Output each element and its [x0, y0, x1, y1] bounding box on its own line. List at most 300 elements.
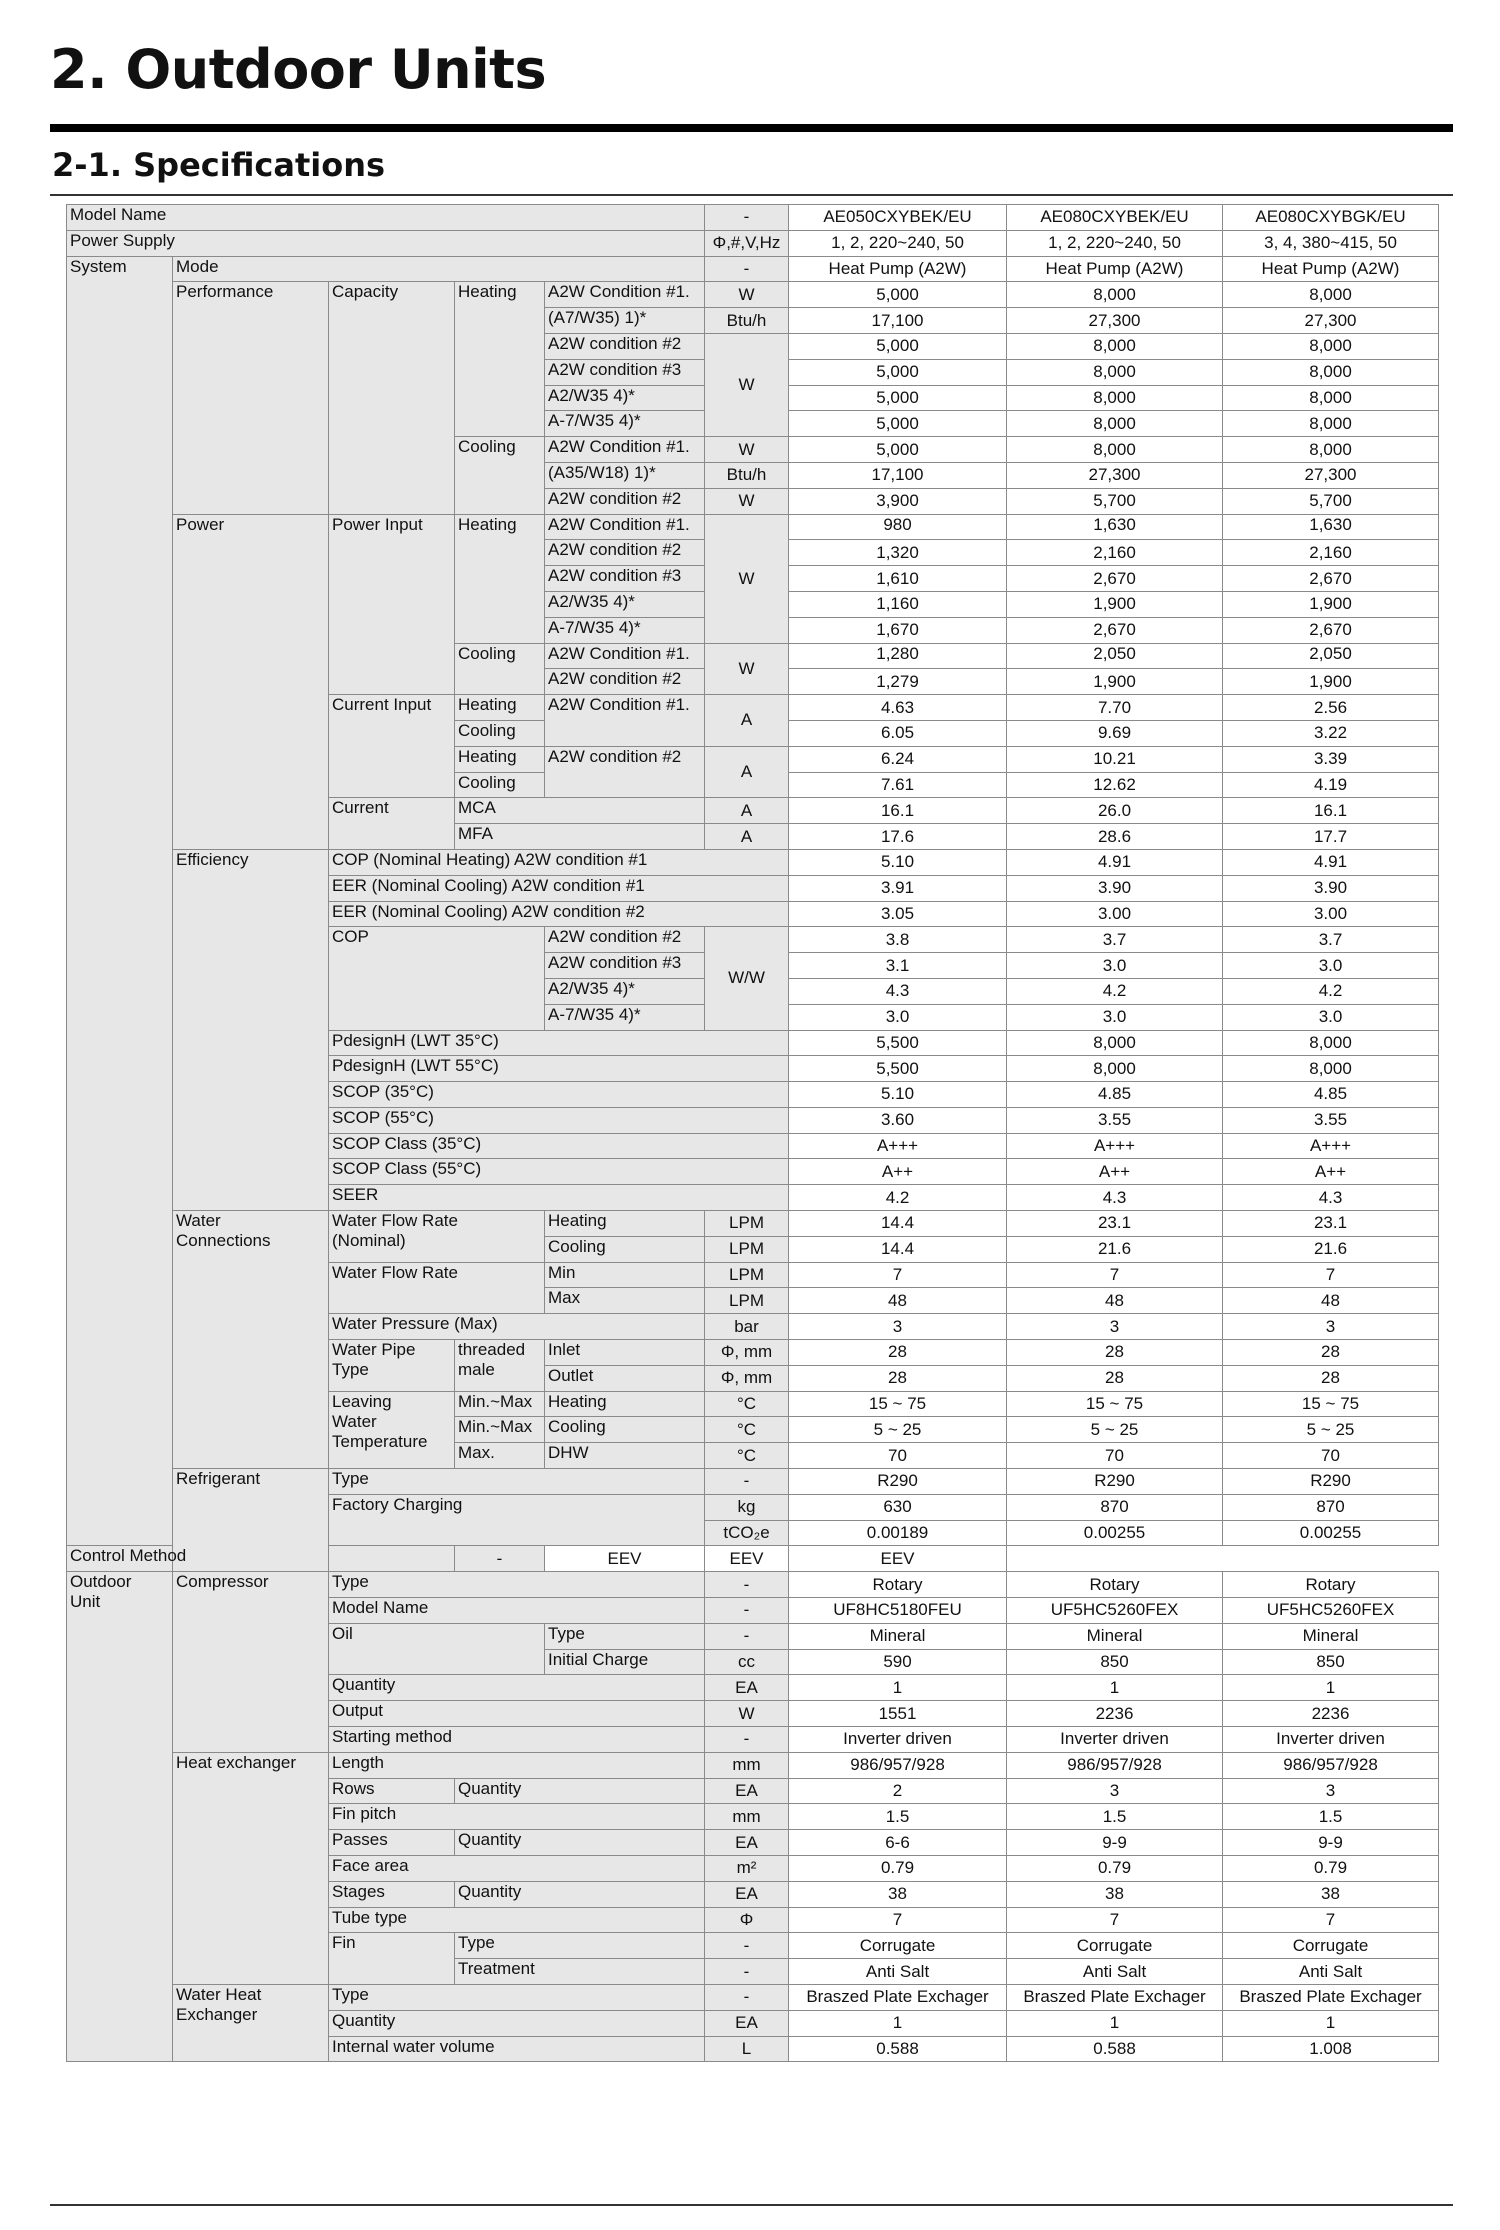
value-cell: 1.5 — [1223, 1804, 1439, 1830]
value-cell: 2.56 — [1223, 695, 1439, 721]
value-cell: 5.10 — [789, 849, 1007, 875]
value-cell: 6.24 — [789, 746, 1007, 772]
label-cell: Oil — [329, 1623, 545, 1675]
label-cell: Factory Charging — [329, 1494, 705, 1546]
value-cell: 1, 2, 220~240, 50 — [1007, 230, 1223, 256]
label-cell: Starting method — [329, 1727, 705, 1753]
unit-cell: W — [705, 1701, 789, 1727]
label-cell: Heating — [455, 695, 545, 721]
value-cell: A+++ — [1223, 1133, 1439, 1159]
label-cell: (A35/W18) 1)* — [545, 462, 705, 488]
unit-cell: - — [705, 1572, 789, 1598]
value-cell: 3.00 — [1007, 901, 1223, 927]
value-cell: 870 — [1007, 1494, 1223, 1520]
value-cell: Mineral — [789, 1623, 1007, 1649]
value-cell: 38 — [1007, 1881, 1223, 1907]
label-cell: Model Name — [329, 1598, 705, 1624]
value-cell: R290 — [1007, 1469, 1223, 1495]
header-model-name: Model Name — [67, 205, 705, 231]
value-cell: 0.00255 — [1223, 1520, 1439, 1546]
value-cell: 3.91 — [789, 875, 1007, 901]
value-cell: Anti Salt — [1223, 1959, 1439, 1985]
section-title: 2-1. Specifications — [52, 146, 386, 184]
spec-row — [67, 230, 1439, 256]
page-title: 2. Outdoor Units — [50, 38, 547, 101]
label-cell: Initial Charge — [545, 1649, 705, 1675]
value-cell: 0.588 — [1007, 2036, 1223, 2062]
value-cell: 3.8 — [789, 927, 1007, 953]
value-cell: 15 ~ 75 — [1223, 1391, 1439, 1417]
value-cell: 5 ~ 25 — [1223, 1417, 1439, 1443]
label-cell: A2W Condition #1. — [545, 643, 705, 669]
unit-cell: °C — [705, 1443, 789, 1469]
value-cell: 1,900 — [1007, 669, 1223, 695]
value-cell: 27,300 — [1007, 308, 1223, 334]
value-cell: 1,900 — [1007, 591, 1223, 617]
value-cell: 1 — [789, 1675, 1007, 1701]
unit-cell: tCO₂e — [705, 1520, 789, 1546]
value-cell: Rotary — [789, 1572, 1007, 1598]
value-cell: 2236 — [1223, 1701, 1439, 1727]
spec-row — [67, 1469, 1439, 1495]
value-cell: 8,000 — [1007, 359, 1223, 385]
value-cell: 3.55 — [1223, 1107, 1439, 1133]
label-cell: A2W condition #2 — [545, 927, 705, 953]
value-cell: 14.4 — [789, 1211, 1007, 1237]
value-cell: 3.7 — [1007, 927, 1223, 953]
value-cell: 10.21 — [1007, 746, 1223, 772]
label-cell: A2W Condition #1. — [545, 437, 705, 463]
value-cell: 2,050 — [1223, 643, 1439, 669]
label-cell: Refrigerant — [173, 1469, 329, 1572]
value-cell: 1, 2, 220~240, 50 — [789, 230, 1007, 256]
value-cell: 4.2 — [1223, 978, 1439, 1004]
value-cell: 1 — [1007, 2010, 1223, 2036]
label-cell: Inlet — [545, 1340, 705, 1366]
label-cell: Compressor — [173, 1572, 329, 1753]
value-cell: 1,900 — [1223, 591, 1439, 617]
value-cell: 7 — [1223, 1907, 1439, 1933]
value-cell: 2,670 — [1223, 566, 1439, 592]
value-cell: 48 — [1007, 1288, 1223, 1314]
value-cell: 1,320 — [789, 540, 1007, 566]
spec-row — [67, 1572, 1439, 1598]
value-cell: 6.05 — [789, 720, 1007, 746]
label-cell: Power Input — [329, 514, 455, 695]
label-cell: SCOP Class (55°C) — [329, 1159, 789, 1185]
label-cell: A2W Condition #1. — [545, 514, 705, 540]
value-cell: 38 — [1223, 1881, 1439, 1907]
spec-row — [67, 1546, 1439, 1572]
value-cell: 9.69 — [1007, 720, 1223, 746]
label-cell: COP (Nominal Heating) A2W condition #1 — [329, 849, 789, 875]
value-cell: 2,670 — [1223, 617, 1439, 643]
value-cell: 3.00 — [1223, 901, 1439, 927]
value-cell: 3 — [1223, 1778, 1439, 1804]
value-cell: 17,100 — [789, 462, 1007, 488]
value-cell: 3, 4, 380~415, 50 — [1223, 230, 1439, 256]
value-cell: 5,700 — [1223, 488, 1439, 514]
label-cell: A2W condition #2 — [545, 540, 705, 566]
value-cell: 1 — [789, 2010, 1007, 2036]
value-cell: 1.008 — [1223, 2036, 1439, 2062]
label-cell: A2W condition #2 — [545, 669, 705, 695]
unit-cell: mm — [705, 1752, 789, 1778]
value-cell: 27,300 — [1223, 462, 1439, 488]
value-cell: EEV — [545, 1546, 705, 1572]
value-cell: 8,000 — [1007, 1030, 1223, 1056]
value-cell: 986/957/928 — [789, 1752, 1007, 1778]
label-cell: Cooling — [545, 1417, 705, 1443]
unit-cell: °C — [705, 1417, 789, 1443]
label-cell: Type — [329, 1469, 705, 1495]
label-cell: A2W condition #3 — [545, 953, 705, 979]
label-cell: Water Flow Rate (Nominal) — [329, 1211, 545, 1263]
unit-cell: - — [705, 1933, 789, 1959]
unit-cell: Φ,#,V,Hz — [705, 230, 789, 256]
label-cell: Stages — [329, 1881, 455, 1907]
value-cell: 12.62 — [1007, 772, 1223, 798]
value-cell: 8,000 — [1223, 333, 1439, 359]
unit-cell: Φ, mm — [705, 1340, 789, 1366]
value-cell: 48 — [789, 1288, 1007, 1314]
unit-cell: m² — [705, 1856, 789, 1882]
value-cell: 3.0 — [1007, 953, 1223, 979]
value-cell: 8,000 — [1223, 411, 1439, 437]
value-cell: 5.10 — [789, 1082, 1007, 1108]
value-cell: UF5HC5260FEX — [1007, 1598, 1223, 1624]
value-cell: 28 — [1223, 1340, 1439, 1366]
value-cell: 0.79 — [1007, 1856, 1223, 1882]
unit-cell: W — [705, 333, 789, 436]
label-cell: (A7/W35) 1)* — [545, 308, 705, 334]
value-cell: 7 — [789, 1907, 1007, 1933]
value-cell: 7 — [789, 1262, 1007, 1288]
unit-cell: - — [705, 1598, 789, 1624]
value-cell: 850 — [1007, 1649, 1223, 1675]
value-cell: A+++ — [789, 1133, 1007, 1159]
label-cell: A2W condition #3 — [545, 566, 705, 592]
value-cell: EEV — [789, 1546, 1007, 1572]
label-cell: SCOP (55°C) — [329, 1107, 789, 1133]
value-cell: 14.4 — [789, 1236, 1007, 1262]
label-cell: Max — [545, 1288, 705, 1314]
unit-cell: A — [705, 746, 789, 798]
unit-cell: W — [705, 437, 789, 463]
value-cell: 70 — [1223, 1443, 1439, 1469]
label-cell: Type — [455, 1933, 705, 1959]
value-cell: 1,630 — [1007, 514, 1223, 540]
title-rule — [50, 124, 1453, 132]
value-cell: 5,000 — [789, 437, 1007, 463]
value-cell: Heat Pump (A2W) — [1007, 256, 1223, 282]
value-cell: 27,300 — [1007, 462, 1223, 488]
value-cell: 28.6 — [1007, 824, 1223, 850]
value-cell: 28 — [789, 1340, 1007, 1366]
value-cell: 28 — [1007, 1340, 1223, 1366]
unit-cell: Φ — [705, 1907, 789, 1933]
value-cell: 4.91 — [1223, 849, 1439, 875]
value-cell: 26.0 — [1007, 798, 1223, 824]
value-cell: 15 ~ 75 — [789, 1391, 1007, 1417]
value-cell: 4.19 — [1223, 772, 1439, 798]
value-cell: 1,900 — [1223, 669, 1439, 695]
unit-cell: °C — [705, 1391, 789, 1417]
label-cell: Quantity — [455, 1778, 705, 1804]
value-cell: Heat Pump (A2W) — [789, 256, 1007, 282]
unit-cell: Btu/h — [705, 462, 789, 488]
value-cell: 1551 — [789, 1701, 1007, 1727]
spec-row — [67, 849, 1439, 875]
label-cell: Current — [329, 798, 455, 850]
label-cell: System — [67, 256, 173, 1546]
unit-cell: LPM — [705, 1236, 789, 1262]
label-cell: Min — [545, 1262, 705, 1288]
label-cell: Fin pitch — [329, 1804, 705, 1830]
label-cell: Leaving Water Temperature — [329, 1391, 455, 1468]
label-cell: SCOP (35°C) — [329, 1082, 789, 1108]
value-cell: 1.5 — [1007, 1804, 1223, 1830]
value-cell: 4.85 — [1007, 1082, 1223, 1108]
label-cell: A2W condition #2 — [545, 488, 705, 514]
value-cell: 5 ~ 25 — [1007, 1417, 1223, 1443]
value-cell: 3.0 — [789, 1004, 1007, 1030]
value-cell: 1,280 — [789, 643, 1007, 669]
value-cell: 4.2 — [789, 1185, 1007, 1211]
label-cell: Heating — [545, 1211, 705, 1237]
spec-row — [67, 1984, 1439, 2010]
value-cell: 2,160 — [1007, 540, 1223, 566]
value-cell: Mineral — [1223, 1623, 1439, 1649]
label-cell: Output — [329, 1701, 705, 1727]
value-cell: 8,000 — [1007, 411, 1223, 437]
value-cell: 7.61 — [789, 772, 1007, 798]
value-cell: 16.1 — [789, 798, 1007, 824]
value-cell: Rotary — [1223, 1572, 1439, 1598]
unit-cell: - — [705, 256, 789, 282]
value-cell: 4.63 — [789, 695, 1007, 721]
header-model-3: AE080CXYBGK/EU — [1223, 205, 1439, 231]
label-cell: Type — [329, 1984, 705, 2010]
unit-cell: EA — [705, 2010, 789, 2036]
value-cell: 5,000 — [789, 411, 1007, 437]
label-cell: MCA — [455, 798, 705, 824]
label-cell: Power — [173, 514, 329, 849]
value-cell: 7 — [1007, 1262, 1223, 1288]
label-cell: Water Heat Exchanger — [173, 1984, 329, 2061]
value-cell: 8,000 — [1223, 1056, 1439, 1082]
label-cell: Min.~Max — [455, 1391, 545, 1417]
value-cell: 28 — [1007, 1365, 1223, 1391]
value-cell: 0.00255 — [1007, 1520, 1223, 1546]
label-cell: Cooling — [455, 437, 545, 514]
value-cell: Rotary — [1007, 1572, 1223, 1598]
value-cell: Anti Salt — [1007, 1959, 1223, 1985]
label-cell: PdesignH (LWT 35°C) — [329, 1030, 789, 1056]
unit-cell: Btu/h — [705, 308, 789, 334]
value-cell: 8,000 — [1007, 385, 1223, 411]
value-cell: 3.05 — [789, 901, 1007, 927]
value-cell: 38 — [789, 1881, 1007, 1907]
label-cell: Min.~Max — [455, 1417, 545, 1443]
value-cell: 4.3 — [789, 978, 1007, 1004]
value-cell: 15 ~ 75 — [1007, 1391, 1223, 1417]
value-cell: 5,500 — [789, 1030, 1007, 1056]
unit-cell: mm — [705, 1804, 789, 1830]
label-cell: Heat exchanger — [173, 1752, 329, 1984]
label-cell: A2/W35 4)* — [545, 385, 705, 411]
unit-cell: W — [705, 643, 789, 695]
value-cell: 3.90 — [1223, 875, 1439, 901]
specifications-table-body — [67, 205, 1439, 2062]
value-cell: 1.5 — [789, 1804, 1007, 1830]
value-cell: 70 — [789, 1443, 1007, 1469]
label-cell: Outdoor Unit — [67, 1572, 173, 2062]
label-cell: Fin — [329, 1933, 455, 1985]
unit-cell: - — [705, 1984, 789, 2010]
unit-cell: EA — [705, 1881, 789, 1907]
label-cell: Type — [329, 1572, 705, 1598]
value-cell: 3.1 — [789, 953, 1007, 979]
label-cell: PdesignH (LWT 55°C) — [329, 1056, 789, 1082]
unit-cell: - — [705, 1623, 789, 1649]
value-cell: 850 — [1223, 1649, 1439, 1675]
value-cell: 4.2 — [1007, 978, 1223, 1004]
value-cell: 5,000 — [789, 385, 1007, 411]
value-cell: 3 — [789, 1314, 1007, 1340]
label-cell: Face area — [329, 1856, 705, 1882]
value-cell: 3.55 — [1007, 1107, 1223, 1133]
unit-cell: A — [705, 695, 789, 747]
value-cell: Braszed Plate Exchager — [1223, 1984, 1439, 2010]
value-cell: 8,000 — [1223, 359, 1439, 385]
value-cell: 5,700 — [1007, 488, 1223, 514]
label-cell: Heating — [455, 514, 545, 643]
value-cell: UF5HC5260FEX — [1223, 1598, 1439, 1624]
unit-cell: EA — [705, 1675, 789, 1701]
unit-cell: A — [705, 798, 789, 824]
value-cell: 980 — [789, 514, 1007, 540]
value-cell: 1,670 — [789, 617, 1007, 643]
value-cell: 16.1 — [1223, 798, 1439, 824]
unit-cell: L — [705, 2036, 789, 2062]
label-cell: Water Flow Rate — [329, 1262, 545, 1314]
label-cell: Quantity — [329, 1675, 705, 1701]
header-unit: - — [705, 205, 789, 231]
spec-row — [67, 282, 1439, 308]
value-cell: 5,000 — [789, 333, 1007, 359]
value-cell: 4.3 — [1223, 1185, 1439, 1211]
value-cell: R290 — [1223, 1469, 1439, 1495]
label-cell: Water Pressure (Max) — [329, 1314, 705, 1340]
label-cell: Cooling — [455, 720, 545, 746]
unit-cell: LPM — [705, 1262, 789, 1288]
label-cell: A-7/W35 4)* — [545, 1004, 705, 1030]
value-cell: Inverter driven — [1007, 1727, 1223, 1753]
unit-cell: A — [705, 824, 789, 850]
value-cell: 5,500 — [789, 1056, 1007, 1082]
value-cell: EEV — [705, 1546, 789, 1572]
value-cell: 8,000 — [1223, 385, 1439, 411]
value-cell: 3.39 — [1223, 746, 1439, 772]
value-cell: 8,000 — [1007, 282, 1223, 308]
value-cell: 23.1 — [1223, 1211, 1439, 1237]
label-cell: Treatment — [455, 1959, 705, 1985]
label-cell: MFA — [455, 824, 705, 850]
value-cell: 1 — [1223, 1675, 1439, 1701]
value-cell: 17,100 — [789, 308, 1007, 334]
value-cell: 2,670 — [1007, 566, 1223, 592]
unit-cell: bar — [705, 1314, 789, 1340]
unit-cell: - — [705, 1959, 789, 1985]
value-cell: 0.00189 — [789, 1520, 1007, 1546]
value-cell: 4.85 — [1223, 1082, 1439, 1108]
value-cell: 7 — [1007, 1907, 1223, 1933]
value-cell: 3 — [1007, 1778, 1223, 1804]
label-cell: A-7/W35 4)* — [545, 617, 705, 643]
value-cell: 3.0 — [1223, 953, 1439, 979]
value-cell: 17.6 — [789, 824, 1007, 850]
spec-row — [67, 256, 1439, 282]
value-cell: Anti Salt — [789, 1959, 1007, 1985]
label-cell: Outlet — [545, 1365, 705, 1391]
value-cell: 8,000 — [1223, 1030, 1439, 1056]
label-cell: Mode — [173, 256, 705, 282]
value-cell: 3.0 — [1223, 1004, 1439, 1030]
value-cell: A++ — [789, 1159, 1007, 1185]
value-cell: 1 — [1223, 2010, 1439, 2036]
value-cell: Heat Pump (A2W) — [1223, 256, 1439, 282]
value-cell: 3 — [1223, 1314, 1439, 1340]
value-cell: 2,160 — [1223, 540, 1439, 566]
spec-row — [67, 1752, 1439, 1778]
label-cell: Cooling — [545, 1236, 705, 1262]
label-cell: Current Input — [329, 695, 455, 798]
value-cell: 9-9 — [1007, 1830, 1223, 1856]
value-cell: 630 — [789, 1494, 1007, 1520]
value-cell: 2236 — [1007, 1701, 1223, 1727]
value-cell: 4.3 — [1007, 1185, 1223, 1211]
value-cell: 2,050 — [1007, 643, 1223, 669]
unit-cell: - — [705, 1469, 789, 1495]
label-cell: DHW — [545, 1443, 705, 1469]
label-cell: Quantity — [455, 1881, 705, 1907]
value-cell: 48 — [1223, 1288, 1439, 1314]
value-cell: Corrugate — [1223, 1933, 1439, 1959]
label-cell: Rows — [329, 1778, 455, 1804]
label-cell: Quantity — [329, 2010, 705, 2036]
unit-cell: kg — [705, 1494, 789, 1520]
value-cell: Mineral — [1007, 1623, 1223, 1649]
value-cell: Corrugate — [1007, 1933, 1223, 1959]
unit-cell: W/W — [705, 927, 789, 1030]
label-cell: A-7/W35 4)* — [545, 411, 705, 437]
label-cell: Heating — [455, 746, 545, 772]
bottom-rule — [50, 2204, 1453, 2206]
value-cell: 28 — [789, 1365, 1007, 1391]
value-cell: UF8HC5180FEU — [789, 1598, 1007, 1624]
label-cell: Quantity — [455, 1830, 705, 1856]
value-cell: Braszed Plate Exchager — [789, 1984, 1007, 2010]
value-cell: 1,630 — [1223, 514, 1439, 540]
value-cell: 1,279 — [789, 669, 1007, 695]
value-cell: 8,000 — [1223, 282, 1439, 308]
value-cell: Corrugate — [789, 1933, 1007, 1959]
value-cell: 5,000 — [789, 282, 1007, 308]
label-cell: A2W Condition #1. — [545, 695, 705, 747]
label-cell: Type — [545, 1623, 705, 1649]
value-cell: Inverter driven — [789, 1727, 1007, 1753]
